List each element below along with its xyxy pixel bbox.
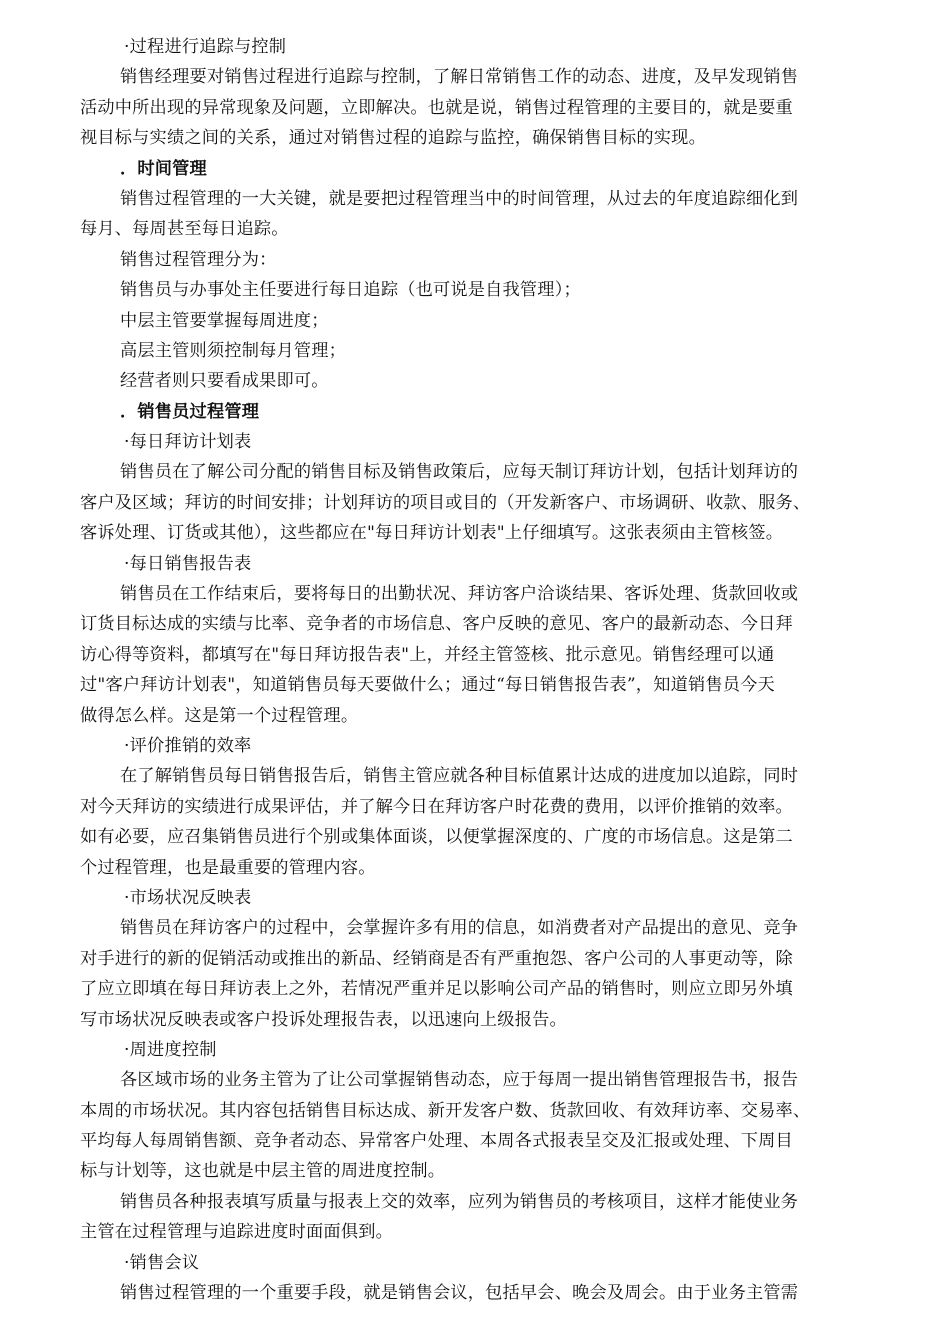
paragraph-line: 销售经理要对销售过程进行追踪与控制，了解日常销售工作的动态、进度，及早发现销售	[120, 67, 799, 88]
paragraph-line: 销售过程管理的一个重要手段，就是销售会议，包括早会、晚会及周会。由于业务主管需	[120, 1283, 799, 1304]
paragraph-line: 写市场状况反映表或客户投诉处理报告表，以迅速向上级报告。	[80, 1009, 567, 1030]
subsection-title: ·周进度控制	[124, 1039, 217, 1060]
subsection-title: ·市场状况反映表	[124, 887, 252, 908]
paragraph-line: 每月、每周甚至每日追踪。	[80, 219, 289, 240]
paragraph-line: 销售员在了解公司分配的销售目标及销售政策后，应每天制订拜访计划，包括计划拜访的	[120, 462, 799, 483]
subsection-title: ·每日拜访计划表	[124, 432, 252, 453]
paragraph-line: 销售过程管理的一大关键，就是要把过程管理当中的时间管理，从过去的年度追踪细化到	[120, 188, 799, 209]
paragraph-line: 销售员在工作结束后，要将每日的出勤状况、拜访客户洽谈结果、客诉处理、货款回收或	[120, 584, 799, 605]
paragraph-line: 对手进行的新的促销活动或推出的新品、经销商是否有严重抱怨、客户公司的人事更动等，除	[80, 948, 793, 969]
paragraph-line: 订货目标达成的实绩与比率、竞争者的市场信息、客户反映的意见、客户的最新动态、今日拜	[80, 614, 793, 635]
paragraph-line: 过"客户拜访计划表"，知道销售员每天要做什么；通过“每日销售报告表”，知道销售员今天	[80, 675, 775, 696]
paragraph-line: 在了解销售员每日销售报告后，销售主管应就各种目标值累计达成的进度加以追踪，同时	[120, 766, 799, 787]
paragraph-line: 客户及区域；拜访的时间安排；计划拜访的项目或目的（开发新客户、市场调研、收款、服务、	[80, 492, 811, 513]
paragraph-line: 中层主管要掌握每周进度；	[120, 310, 329, 331]
paragraph-line: 经营者则只要看成果即可。	[120, 371, 329, 392]
paragraph-line: 销售过程管理分为：	[120, 249, 277, 270]
paragraph-line: 客诉处理、订货或其他），这些都应在"每日拜访计划表"上仔细填写。这张表须由主管核签。	[80, 523, 784, 544]
section-heading: ．销售员过程管理	[120, 401, 260, 422]
paragraph-line: 高层主管则须控制每月管理；	[120, 340, 347, 361]
paragraph-line: 如有必要，应召集销售员进行个别或集体面谈，以便掌握深度的、广度的市场信息。这是第二	[80, 827, 793, 848]
paragraph-line: 本周的市场状况。其内容包括销售目标达成、新开发客户数、货款回收、有效拜访率、交易率、	[80, 1100, 811, 1121]
paragraph-line: 活动中所出现的异常现象及问题，立即解决。也就是说，销售过程管理的主要目的，就是要重	[80, 97, 793, 118]
paragraph-line: 个过程管理，也是最重要的管理内容。	[80, 857, 376, 878]
paragraph-line: 销售员各种报表填写质量与报表上交的效率，应列为销售员的考核项目，这样才能使业务	[120, 1191, 799, 1212]
paragraph-line: 做得怎么样。这是第一个过程管理。	[80, 705, 359, 726]
paragraph-line: 视目标与实绩之间的关系，通过对销售过程的追踪与监控，确保销售目标的实现。	[80, 128, 706, 149]
paragraph-line: 了应立即填在每日拜访表上之外，若情况严重并足以影响公司产品的销售时，则应立即另外填	[80, 979, 793, 1000]
subsection-title: ·评价推销的效率	[124, 735, 252, 756]
document-page	[80, 32, 872, 1308]
paragraph-line: 各区域市场的业务主管为了让公司掌握销售动态，应于每周一提出销售管理报告书，报告	[120, 1070, 799, 1091]
paragraph-line: 对今天拜访的实绩进行成果评估，并了解今日在拜访客户时花费的费用，以评价推销的效率。	[80, 796, 793, 817]
paragraph-line: 销售员在拜访客户的过程中，会掌握许多有用的信息，如消费者对产品提出的意见、竞争	[120, 918, 799, 939]
subsection-title: ·过程进行追踪与控制	[124, 37, 287, 57]
subsection-title: ·销售会议	[124, 1252, 200, 1273]
section-heading: ．时间管理	[120, 158, 207, 179]
paragraph-line: 标与计划等，这也就是中层主管的周进度控制。	[80, 1161, 446, 1182]
subsection-title: ·每日销售报告表	[124, 553, 252, 574]
paragraph-line: 访心得等资料，都填写在"每日拜访报告表"上，并经主管签核、批示意见。销售经理可以通	[80, 644, 775, 665]
paragraph-line: 主管在过程管理与追踪进度时面面俱到。	[80, 1222, 393, 1243]
paragraph-line: 平均每人每周销售额、竞争者动态、异常客户处理、本周各式报表呈交及汇报或处理、下周目	[80, 1131, 793, 1152]
paragraph-line: 销售员与办事处主任要进行每日追踪（也可说是自我管理）；	[120, 280, 581, 301]
